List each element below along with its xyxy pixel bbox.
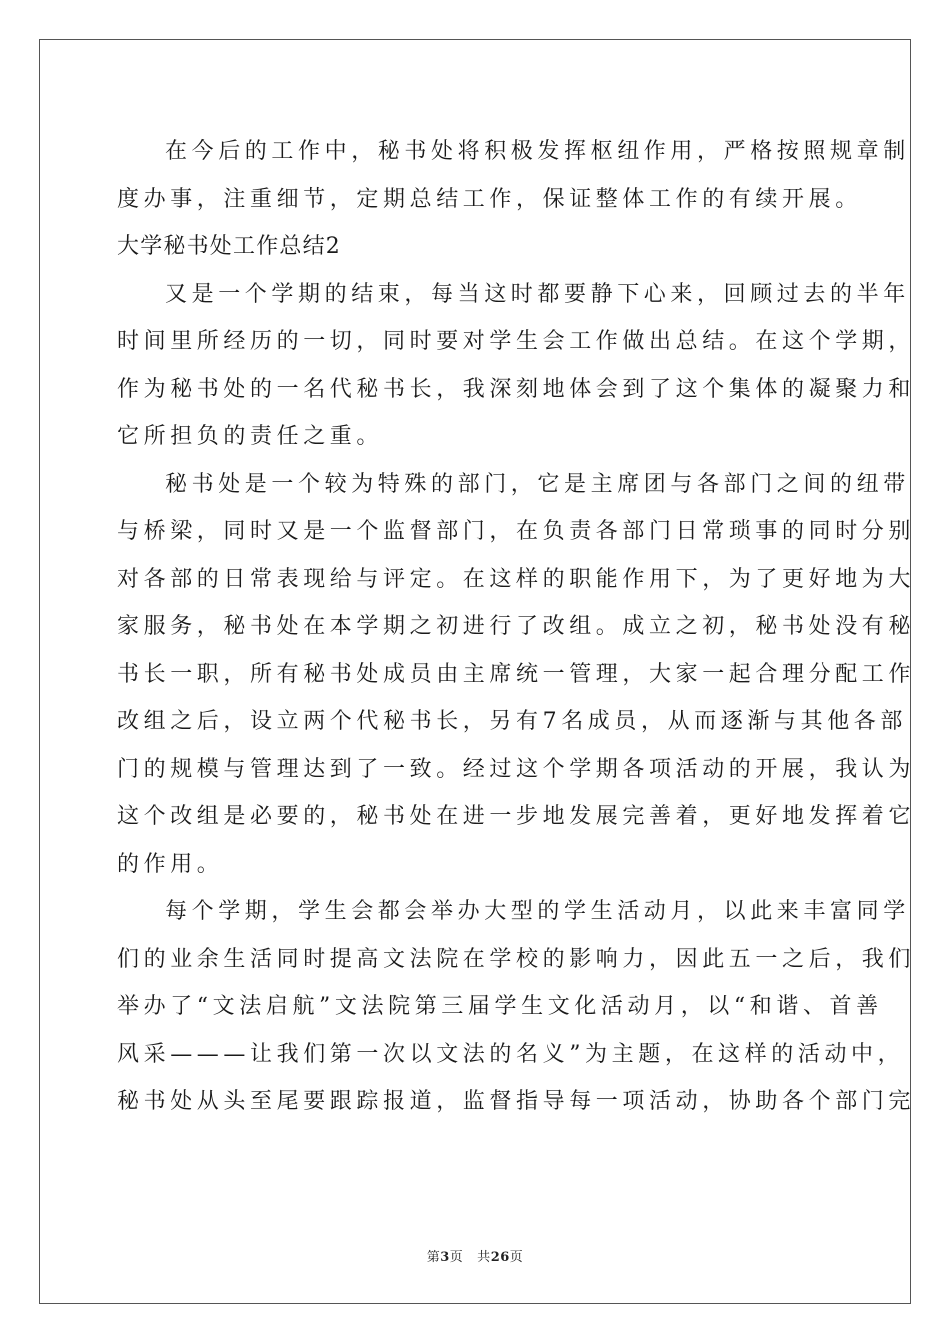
paragraph-line: 家服务，秘书处在本学期之初进行了改组。成立之初，秘书处没有秘 <box>117 614 916 639</box>
page-footer <box>0 1246 950 1265</box>
paragraph-line: 书长一职，所有秘书处成员由主席统一管理，大家一起合理分配工作 <box>117 661 916 687</box>
paragraph-line: 们的业余生活同时提高文法院在学校的影响力，因此五一之后，我们 <box>117 946 916 972</box>
paragraph-line: 它所担负的责任之重。 <box>117 424 384 449</box>
paragraph-line: 改组之后，设立两个代秘书长，另有7名成员，从而逐渐与其他各部 <box>117 709 907 734</box>
paragraph-line: 对各部的日常表现给与评定。在这样的职能作用下，为了更好地为大 <box>117 566 916 592</box>
footer-page-word: 页 <box>449 1250 464 1265</box>
paragraph-line: 这个改组是必要的，秘书处在进一步地发展完善着，更好地发挥着它 <box>117 804 916 829</box>
paragraph-line: 的作用。 <box>117 851 224 877</box>
footer-prefix: 第 <box>426 1250 441 1265</box>
paragraph-line: 又是一个学期的结束，每当这时都要静下心来，回顾过去的半年 <box>165 281 910 307</box>
paragraph-line: 门的规模与管理达到了一致。经过这个学期各项活动的开展，我认为 <box>117 756 916 782</box>
document-body <box>117 128 916 1126</box>
paragraph-line: 秘书处是一个较为特殊的部门，它是主席团与各部门之间的纽带 <box>165 471 910 497</box>
paragraph-line: 度办事，注重细节，定期总结工作，保证整体工作的有续开展。 <box>117 186 862 212</box>
current-page-number: 3 <box>440 1250 450 1265</box>
footer-total-prefix: 共 <box>477 1250 491 1265</box>
total-page-count: 26 <box>490 1250 510 1265</box>
paragraph-line: 时间里所经历的一切，同时要对学生会工作做出总结。在这个学期， <box>117 329 916 354</box>
paragraph-line: 风采———让我们第一次以文法的名义”为主题，在这样的活动中， <box>117 1041 905 1067</box>
paragraph-line: 作为秘书处的一名代秘书长，我深刻地体会到了这个集体的凝聚力和 <box>117 376 916 402</box>
paragraph-line: 在今后的工作中，秘书处将积极发挥枢纽作用，严格按照规章制 <box>165 139 910 164</box>
paragraph-line: 与桥梁，同时又是一个监督部门，在负责各部门日常琐事的同时分别 <box>117 519 916 544</box>
footer-total-suffix: 页 <box>509 1250 524 1265</box>
section-heading: 大学秘书处工作总结2 <box>117 234 341 259</box>
paragraph-line: 举办了“文法启航”文法院第三届学生文化活动月，以“和谐、首善 <box>117 994 883 1019</box>
paragraph-line: 秘书处从头至尾要跟踪报道，监督指导每一项活动，协助各个部门完 <box>117 1089 916 1114</box>
paragraph-line: 每个学期，学生会都会举办大型的学生活动月，以此来丰富同学 <box>165 899 910 924</box>
